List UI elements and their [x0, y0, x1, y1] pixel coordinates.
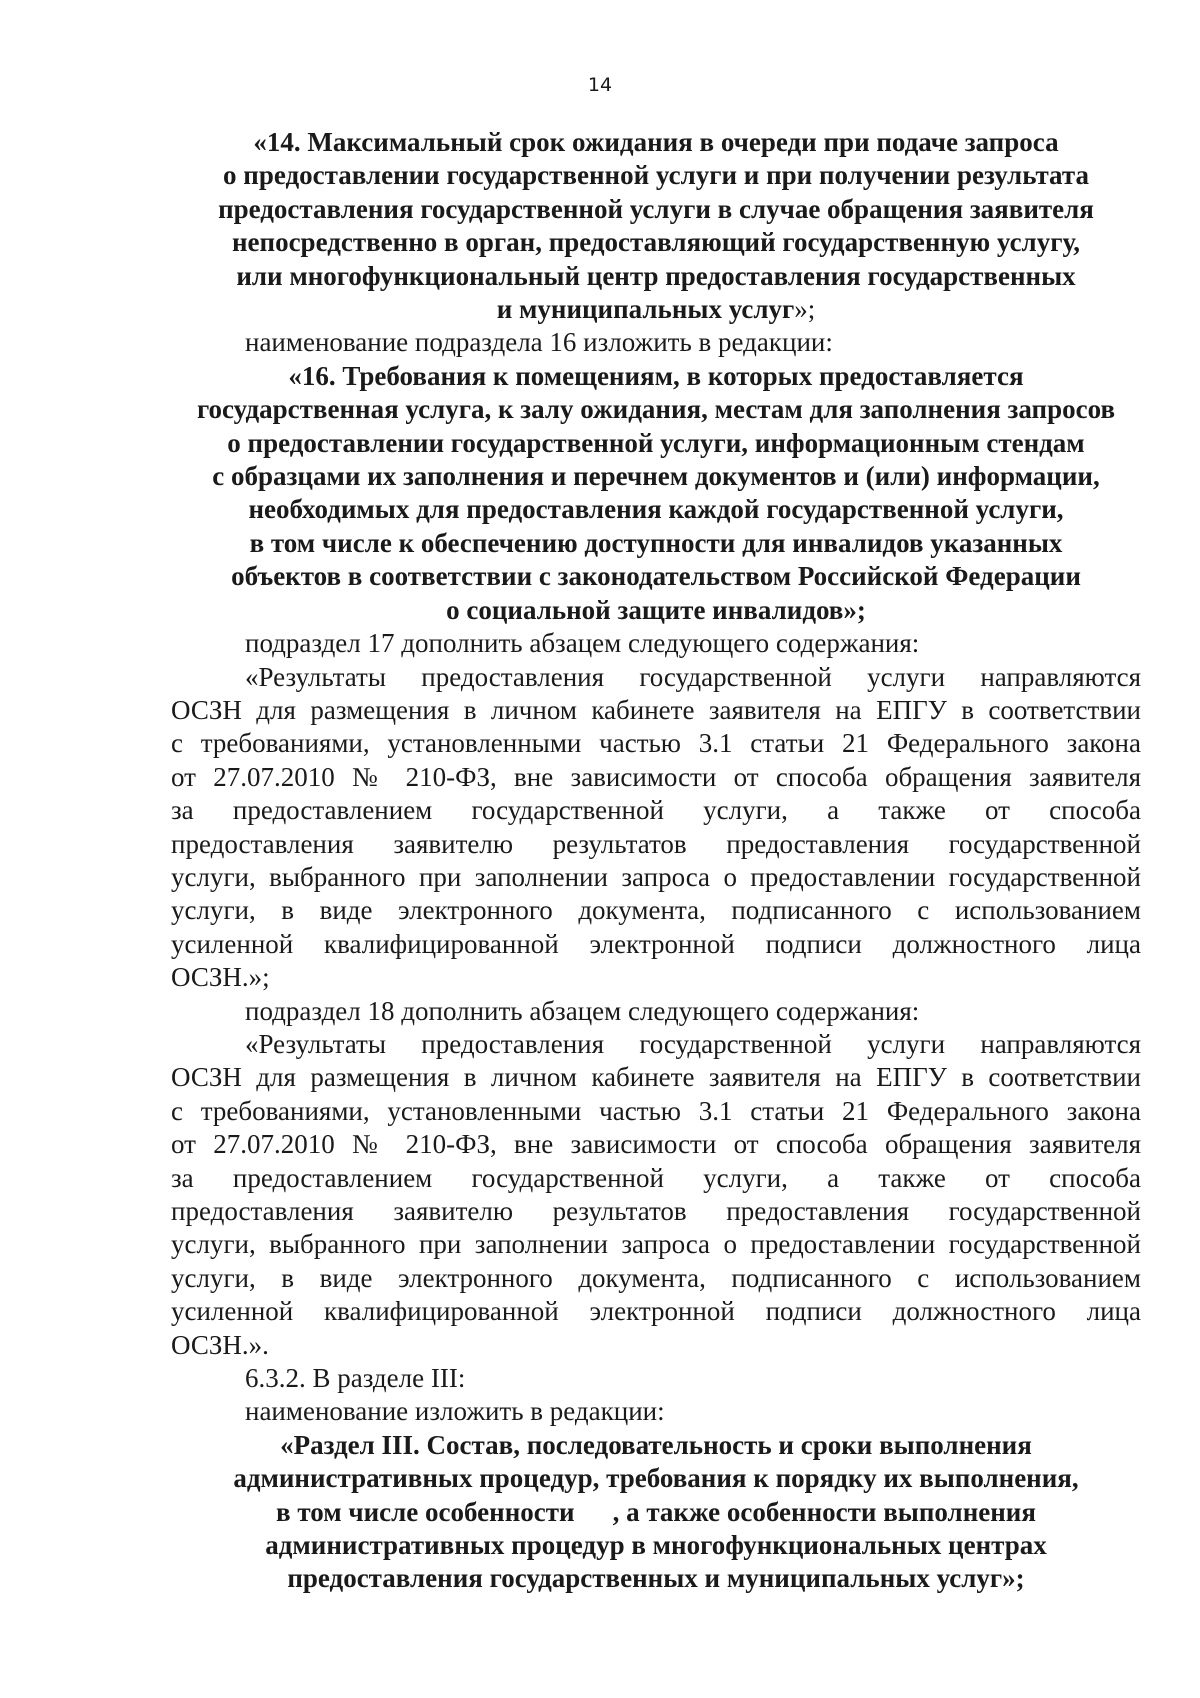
heading-line: государственная услуга, к залу ожидания, местам для заполнения запросов: [196, 394, 1116, 425]
paragraph-line: с требованиями, установленными частью 3.1 статьи 21 Федерального закона: [171, 1095, 1141, 1126]
heading-line: о предоставлении государственной услуги и при получении результата: [223, 160, 1089, 191]
paragraph-line: услуги, в виде электронного документа, подписанного с использованием: [171, 895, 1141, 926]
heading-line-with-gap: [171, 1496, 1141, 1529]
paragraph-line: предоставления заявителю результатов предоставления государственной: [171, 1196, 1141, 1226]
instruction-rename-section: наименование изложить в редакции:: [245, 1396, 665, 1427]
heading-line: «14. Максимальный срок ожидания в очереди при подаче запроса: [253, 127, 1059, 157]
heading-line: с образцами их заполнения и перечнем документов и (или) информации,: [212, 461, 1100, 492]
heading-line: «16. Требования к помещениям, в которых предоставляется: [288, 360, 1024, 391]
heading-line-text: и муниципальных услуг: [496, 294, 795, 325]
paragraph-subsection-18: [171, 1028, 1141, 1362]
paragraph-line: усиленной квалифицированной электронной подписи должностного лица: [171, 1296, 1141, 1327]
heading-subsection-16: [171, 360, 1141, 627]
page-number: 14: [587, 74, 613, 96]
paragraph-line: услуги, выбранного при заполнении запроса о предоставлении государственной: [171, 861, 1141, 892]
paragraph-line: за предоставлением государственной услуги, а также от способа: [171, 795, 1141, 826]
heading-line: о социальной защите инвалидов»;: [446, 594, 866, 625]
paragraph-line: предоставления заявителю результатов предоставления государственной: [171, 828, 1141, 859]
paragraph-line: от 27.07.2010 № 210-ФЗ, вне зависимости от способа обращения заявителя: [171, 761, 1141, 792]
paragraph-line: с требованиями, установленными частью 3.1 статьи 21 Федерального закона: [171, 728, 1141, 759]
paragraph-line: за предоставлением государственной услуги, а также от способа: [171, 1162, 1141, 1193]
heading-line: предоставления государственной услуги в случае обращения заявителя: [218, 193, 1094, 224]
paragraph-line: услуги, в виде электронного документа, подписанного с использованием: [171, 1262, 1141, 1293]
heading-line: необходимых для предоставления каждой государственной услуги,: [248, 494, 1064, 525]
section-6-3-2-label: 6.3.2. В разделе III:: [245, 1363, 466, 1394]
heading-line: объектов в соответствии с законодательством Российской Федерации: [231, 561, 1081, 592]
instruction-rename-16: наименование подраздела 16 изложить в редакции:: [245, 327, 833, 358]
heading-line: или многофункциональный центр предоставления государственных: [236, 260, 1076, 291]
paragraph-line-last: ОСЗН.»;: [171, 962, 270, 993]
instruction-subsection-17: подраздел 17 дополнить абзацем следующего содержания:: [245, 628, 920, 659]
paragraph-line: ОСЗН для размещения в личном кабинете заявителя на ЕПГУ в соответствии: [171, 1062, 1141, 1093]
heading-line: о предоставлении государственной услуги, информационным стендам: [227, 427, 1085, 458]
paragraph-line: усиленной квалифицированной электронной подписи должностного лица: [171, 928, 1141, 959]
heading-subsection-14: [171, 126, 1141, 326]
heading-line: административных процедур, требования к порядку их выполнения,: [233, 1463, 1079, 1494]
paragraph-line: услуги, выбранного при заполнении запроса о предоставлении государственной: [171, 1229, 1141, 1260]
paragraph-line: «Результаты предоставления государственной услуги направляются: [245, 661, 1141, 692]
paragraph-line: от 27.07.2010 № 210-ФЗ, вне зависимости от способа обращения заявителя: [171, 1129, 1141, 1160]
paragraph-line: ОСЗН для размещения в личном кабинете заявителя на ЕПГУ в соответствии: [171, 694, 1141, 725]
heading-fragment: в том числе особенности: [276, 1496, 575, 1527]
heading-line: в том числе к обеспечению доступности для инвалидов указанных: [249, 527, 1063, 558]
heading-section-3: [171, 1429, 1141, 1596]
heading-line-last: [171, 293, 1141, 326]
paragraph-line: «Результаты предоставления государственной услуги направляются: [245, 1028, 1141, 1059]
paragraph-subsection-17: [171, 661, 1141, 995]
heading-line: «Раздел III. Состав, последовательность и сроки выполнения: [280, 1429, 1032, 1460]
heading-fragment: , а также особенности выполнения: [612, 1496, 1036, 1527]
closing-quote: »;: [794, 294, 816, 325]
instruction-subsection-18: подраздел 18 дополнить абзацем следующего содержания:: [245, 995, 920, 1026]
document-body: [171, 126, 1141, 1596]
heading-line: предоставления государственных и муниципальных услуг»;: [287, 1563, 1025, 1594]
heading-line: непосредственно в орган, предоставляющий государственную услугу,: [231, 227, 1081, 258]
heading-line: административных процедур в многофункциональных центрах: [265, 1530, 1047, 1561]
paragraph-line-last: ОСЗН.».: [171, 1329, 269, 1360]
